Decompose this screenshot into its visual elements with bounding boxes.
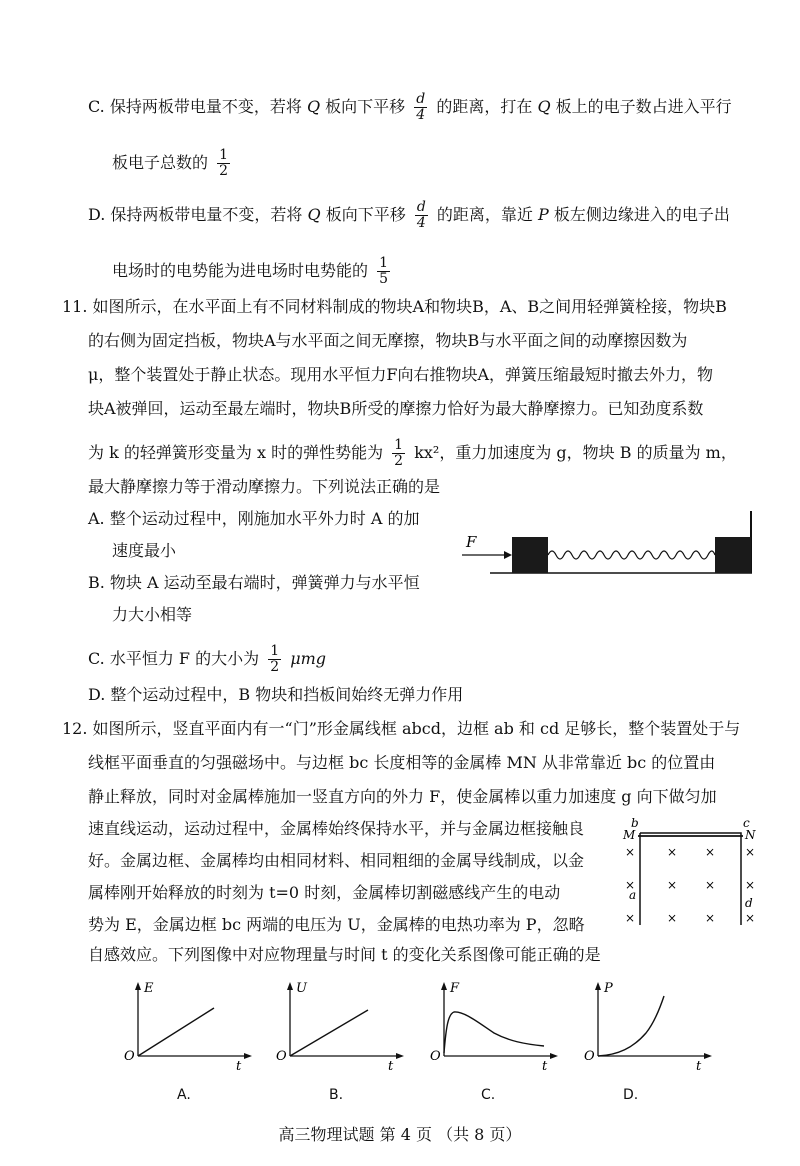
q11-option-d: D. 整个运动过程中，B 物块和挡板间始终无弹力作用	[88, 685, 464, 704]
svg-text:O: O	[124, 1049, 135, 1064]
q11-option-c: C. 水平恒力 F 的大小为 $\frac{1}{2}$ μmg	[88, 643, 327, 675]
fraction-d-over-4: $\frac{d}{4}$	[416, 199, 426, 231]
svg-text:×: ×	[745, 845, 756, 859]
q12-text-line6: 属棒刚开始释放的时刻为 t=0 时刻，金属棒切割磁感线产生的电动	[88, 883, 561, 902]
q11-option-b-line2: 力大小相等	[112, 605, 193, 624]
svg-text:U: U	[296, 981, 307, 996]
graph-c-option-label: C.	[481, 1087, 496, 1103]
graph-a-e-vs-t	[118, 978, 258, 1073]
q12-text-line5: 好。金属边框、金属棒均由相同材料、相同粗细的金属导线制成，以金	[88, 851, 585, 870]
q12-text-line2: 线框平面垂直的匀强磁场中。与边框 bc 长度相等的金属棒 MN 从非常靠近 bc 的位置由	[88, 753, 716, 772]
q12-text-line1: 12. 如图所示，竖直平面内有一“门”形金属线框 abcd，边框 ab 和 cd 足够长，整个装置处于与	[62, 719, 741, 738]
q11-text-line1: 11. 如图所示，在水平面上有不同材料制成的物块A和物块B，A、B之间用轻弹簧栓接，物块B	[62, 297, 727, 316]
svg-text:×: ×	[625, 878, 636, 892]
graph-b-u-vs-t	[270, 978, 410, 1073]
label-c: c	[743, 816, 750, 830]
magnetic-field-crosses	[625, 845, 755, 925]
q12-magnetic-frame-diagram	[615, 815, 765, 930]
svg-text:O: O	[430, 1049, 441, 1064]
label-b: b	[631, 816, 639, 830]
q11-text-line5: 为 k 的轻弹簧形变量为 x 时的弹性势能为 $\frac{1}{2}$ kx²，重力加速度为 g，物块 B 的质量为 m，	[88, 437, 737, 469]
curve-e-linear	[138, 1008, 214, 1056]
svg-text:×: ×	[625, 845, 636, 859]
curve-p-increasing	[598, 996, 664, 1056]
fraction-1-over-2: $\frac{1}{2}$	[394, 437, 404, 469]
q11-option-a-line2: 速度最小	[112, 541, 177, 560]
q10-option-d-line1: D. 保持两板带电量不变，若将 Q 板向下平移 $\frac{d}{4}$ 的距离，靠近 P 板左侧边缘进入的电子出	[88, 199, 730, 231]
label-a: a	[629, 888, 637, 902]
q12-text-line8: 自感效应。下列图像中对应物理量与时间 t 的变化关系图像可能正确的是	[88, 945, 601, 964]
graph-d-p-vs-t	[578, 978, 718, 1073]
svg-text:×: ×	[745, 911, 756, 925]
q12-text-line7: 势为 E，金属边框 bc 两端的电压为 U，金属棒的电热功率为 P，忽略	[88, 915, 585, 934]
label-n: N	[745, 828, 756, 842]
curve-f-peak-decay	[444, 1012, 544, 1053]
q10-option-c-line2: 板电子总数的 $\frac{1}{2}$	[112, 147, 229, 179]
svg-text:O: O	[276, 1049, 287, 1064]
svg-text:t: t	[388, 1059, 394, 1073]
svg-text:P: P	[604, 981, 613, 996]
svg-text:×: ×	[667, 911, 678, 925]
label-d: d	[745, 896, 753, 910]
svg-text:×: ×	[625, 911, 636, 925]
q10-option-c-line1: C. 保持两板带电量不变，若将 Q 板向下平移 $\frac{d}{4}$ 的距离，打在 Q 板上的电子数占进入平行	[88, 91, 732, 123]
svg-text:×: ×	[667, 845, 678, 859]
graph-c-f-vs-t	[424, 978, 564, 1073]
frame-abcd	[640, 833, 741, 925]
q12-text-line3: 静止释放，同时对金属棒施加一竖直方向的外力 F，使金属棒以重力加速度 g 向下做匀加	[88, 787, 717, 806]
block-a	[512, 537, 548, 573]
fraction-d-over-4: $\frac{d}{4}$	[416, 91, 426, 123]
svg-text:F: F	[450, 981, 460, 996]
q10-option-d-line2: 电场时的电势能为进电场时电势能的 $\frac{1}{5}$	[112, 255, 389, 287]
q11-spring-block-diagram	[460, 505, 760, 585]
q11-text-line6: 最大静摩擦力等于滑动摩擦力。下列说法正确的是	[88, 477, 441, 496]
svg-text:×: ×	[745, 878, 756, 892]
spring	[548, 551, 715, 559]
q11-text-line2: 的右侧为固定挡板，物块A与水平面之间无摩擦，物块B与水平面之间的动摩擦因数为	[88, 331, 688, 350]
svg-text:t: t	[542, 1059, 548, 1073]
fraction-1-over-5: $\frac{1}{5}$	[379, 255, 389, 287]
graph-a-option-label: A.	[177, 1087, 191, 1103]
graph-d-option-label: D.	[623, 1087, 639, 1103]
q11-text-line4: 块A被弹回，运动至最左端时，物块B所受的摩擦力恰好为最大静摩擦力。已知劲度系数	[88, 399, 704, 418]
svg-text:O: O	[584, 1049, 595, 1064]
curve-u-linear	[290, 1010, 368, 1056]
block-b	[715, 537, 751, 573]
q12-text-line4: 速直线运动，运动过程中，金属棒始终保持水平，并与金属边框接触良	[88, 819, 585, 838]
force-label-f: F	[466, 533, 477, 551]
fraction-1-over-2: $\frac{1}{2}$	[219, 147, 229, 179]
svg-text:×: ×	[705, 878, 716, 892]
graph-b-option-label: B.	[329, 1087, 344, 1103]
svg-text:×: ×	[705, 911, 716, 925]
page-footer: 高三物理试题 第 4 页 （共 8 页）	[278, 1125, 522, 1144]
svg-text:×: ×	[705, 845, 716, 859]
label-m: M	[623, 828, 636, 842]
q11-text-line3: μ，整个装置处于静止状态。现用水平恒力F向右推物块A，弹簧压缩最短时撤去外力，物	[88, 365, 714, 384]
svg-text:E: E	[144, 981, 154, 996]
svg-text:t: t	[696, 1059, 702, 1073]
fraction-1-over-2: $\frac{1}{2}$	[270, 643, 280, 675]
svg-text:t: t	[236, 1059, 242, 1073]
q11-option-b-line1: B. 物块 A 运动至最右端时，弹簧弹力与水平恒	[88, 573, 420, 592]
svg-text:×: ×	[667, 878, 678, 892]
q11-option-a-line1: A. 整个运动过程中，刚施加水平外力时 A 的加	[88, 509, 420, 528]
